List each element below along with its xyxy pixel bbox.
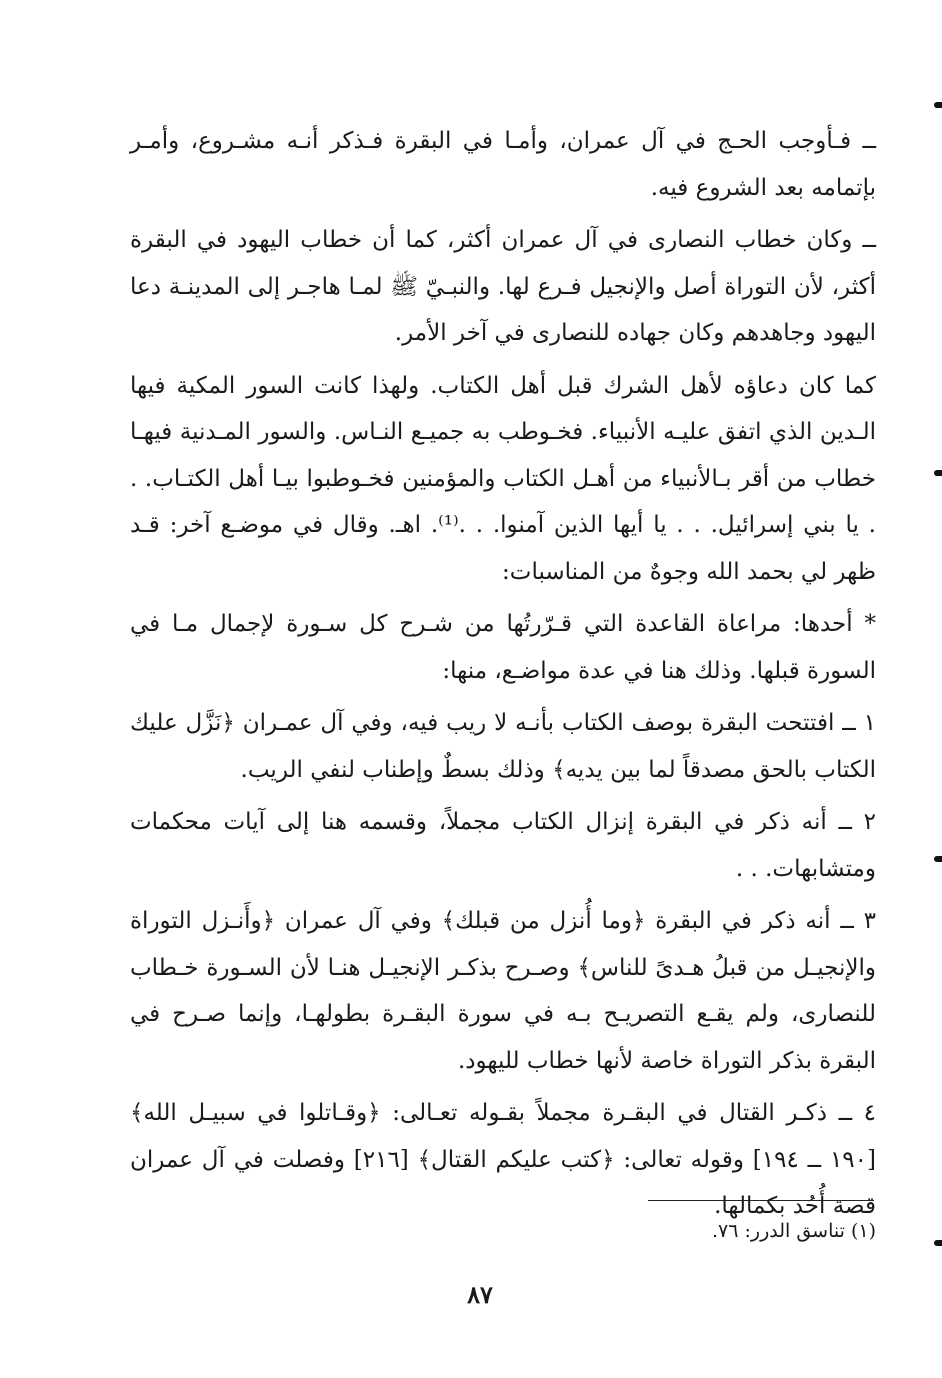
paragraph-point-3: ٣ ــ أنه ذكر في البقرة ﴿وما أُنزل من قبلك﴾ وفي آل عمران ﴿وأَنـزل التوراة والإنجيـل من قبلُ هـدىً للناس﴾ وصـرح بذكـر الإنجيـل هنـا لأن السـورة خـطاب للنصارى، ولم يقـع التصريـح بـه في سورة البقـرة بطولهـا، وإنما صـرح في البقرة بذكر التوراة خاصة لأنها خطاب لليهود. [130, 908, 876, 1074]
paragraph-point-4: ٤ ــ ذكـر القتال في البقـرة مجملاً بقـوله تعـالى: ﴿وقـاتلوا في سبيـل الله﴾ [١٩٠ ــ ١٩٤] وقوله تعالى: ﴿كتب عليكم القتال﴾ [٢١٦] وفصلت في آل عمران قصة أُحُد بكمالها. [130, 1100, 876, 1219]
main-text [130, 118, 876, 1236]
edge-mark [934, 1240, 942, 1246]
paragraph-address-christians: ــ وكان خطاب النصارى في آل عمران أكثر، كما أن خطاب اليهود في البقرة أكثر، لأن التوراة أصل والإنجيل فـرع لها. والنبـيّ ﷺ لمـا هاجـر إلى المدينـة دعا اليهود وجاهدهم وكان جهاده للنصارى في آخر الأمر. [130, 227, 876, 346]
footnote: (١) تناسق الدرر: ٧٦. [711, 1220, 876, 1242]
paragraph-first-aspect: * أحدها: مراعاة القاعدة التي قـرّرتُها من شـرح كل سـورة لإجمال مـا في السورة قبلها. وذلك هنا في عدة مواضـع، منها: [130, 611, 876, 684]
footnote-divider [648, 1200, 874, 1201]
paragraph-meccan-medinan: كما كان دعاؤه لأهل الشرك قبل أهل الكتاب. ولهذا كانت السور المكية فيها الـدين الذي اتفق عليـه الأنبياء. فخـوطب به جميـع النـاس. والسور المـدنية فيهـا خطاب من أقر بـالأنبياء من أهـل الكتاب والمؤمنين فخـوطبوا بيـا أهل الكتـاب. . . يا بني إسرائيل. . . يا أيها الذين آمنوا. . .⁽¹⁾. اهـ. وقال في موضـع آخر: قـد ظهر لي بحمد الله وجوهٌ من المناسبات: [130, 372, 876, 585]
paragraph-hajj: ــ فـأوجب الحـج في آل عمران، وأمـا في البقرة فـذكر أنـه مشـروع، وأمـر بإتمامه بعد الشروع فيه. [130, 128, 876, 201]
edge-mark [934, 470, 942, 476]
paragraph-point-1: ١ ــ افتتحت البقرة بوصف الكتاب بأنـه لا ريب فيه، وفي آل عمـران ﴿نَزَّل عليك الكتاب بالحق مصدقاً لما بين يديه﴾ وذلك بسطٌ وإطناب لنفي الريب. [130, 710, 876, 783]
edge-mark [934, 102, 942, 108]
paragraph-point-2: ٢ ــ أنه ذكر في البقرة إنزال الكتاب مجملاً، وقسمه هنا إلى آيات محكمات ومتشابهات. . . [130, 809, 876, 882]
page-number: ٨٧ [467, 1280, 493, 1309]
edge-mark [934, 856, 942, 862]
